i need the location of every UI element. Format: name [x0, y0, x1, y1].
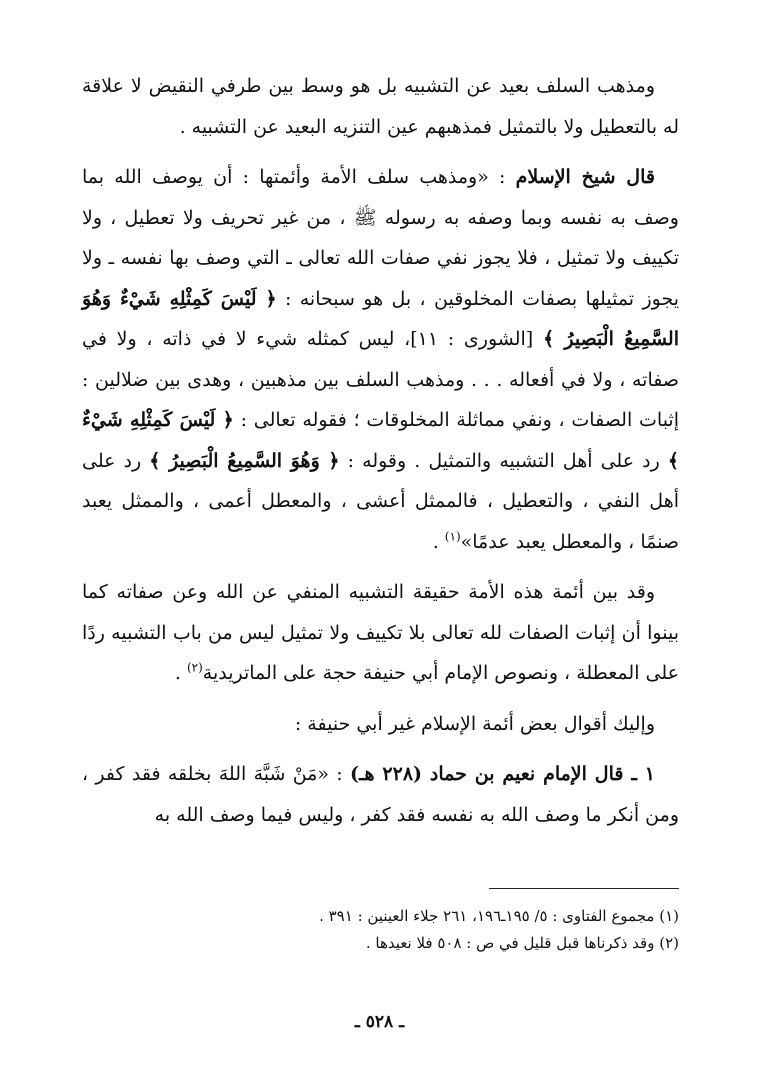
page-number: ـ ٥٢٨ ـ	[354, 1012, 405, 1032]
sentence-end: .	[174, 662, 187, 684]
quran-verse: ﴿ وَهُوَ السَّمِيعُ الْبَصِيرُ ﴾	[149, 449, 340, 472]
paragraph-text: وإليك أقوال بعض أئمة الإسلام غير أبي حنيفة :	[294, 712, 655, 735]
main-text	[82, 66, 679, 835]
footnote-2: (٢) وقد ذكرناها قبل قليل في ص : ٥٠٨ فلا نعيدها .	[365, 934, 679, 952]
quran-verse: ﴿ لَيْسَ كَمِثْلِهِ شَيْءٌ ﴾	[82, 409, 680, 472]
footnote-ref: (١)	[444, 529, 461, 544]
speaker-label: قال شيخ الإسلام	[515, 166, 655, 188]
quote-text: [الشورى : ١١]، ليس كمثله شيء لا في ذاته ، ولا في صفاته ، ولا في أفعاله . . . ومذهب السلف بين مذهبين ، وهدى بين ضلالين : إثبات الصفات ، ونفي مماثلة المخلوقات ؛ فقوله تعالى :	[82, 328, 679, 431]
sentence-end: .	[432, 530, 445, 553]
paragraph-text: ومذهب السلف بعيد عن التشبيه بل هو وسط بين طرفي النقيض لا علاقة له بالتعطيل ولا بالتمثيل فمذهبهم عين التنزيه البعيد عن التشبيه .	[82, 75, 679, 138]
footnote-1: (١) مجموع الفتاوى : ٥/ ١٩٥ـ١٩٦، ٢٦١ جلاء العينين : ٣٩١ .	[319, 907, 679, 925]
paragraph-ibn-taymiyya-quote	[82, 157, 679, 562]
paragraph-text: وقد بين أئمة هذه الأمة حقيقة التشبيه المنفي عن الله وعن صفاته كما بينوا أن إثبات الصفات لله تعالى بلا تكييف ولا تمثيل ليس من باب التشبيه ردًا على المعطلة ، ونصوص الإمام أبي حنيفة حجة على الماتريدية	[82, 581, 679, 684]
paragraph-imams-clarification	[82, 572, 679, 694]
quran-verse: ﴿ لَيْسَ كَمِثْلِهِ شَيْءٌ وَهُوَ السَّمِيعُ الْبَصِيرُ ﴾	[82, 287, 679, 350]
paragraph-salaf-doctrine	[82, 66, 679, 147]
speaker-label: ١ ـ قال الإمام نعيم بن حماد (٢٢٨ هـ)	[349, 763, 655, 785]
footnotes	[82, 903, 679, 957]
quote-text: : «ومذهب سلف الأمة وأئمتها : أن يوصف الله بما وصف به نفسه وبما وصفه به رسوله ﷺ ، من غير تحريف ولا تعطيل ، ولا تكييف ولا تمثيل ، فلا يجوز نفي صفات الله تعالى ـ التي وصف بها نفسه ـ ولا يجوز تمثيلها بصفات المخلوقين ، بل هو سبحانه :	[82, 166, 680, 310]
footnote-divider	[489, 888, 679, 889]
quote-text: رد على أهل التشبيه والتمثيل . وقوله :	[347, 449, 660, 472]
paragraph-intro-sayings	[82, 704, 679, 745]
quote-text: : «مَنْ شَبَّهَ اللهَ بخلقه فقد كفر ، ومن أنكر ما وصف الله به نفسه فقد كفر ، وليس فيما وصف الله به	[82, 763, 679, 826]
paragraph-nuaym-quote	[82, 754, 679, 835]
footnote-ref: (٢)	[186, 660, 203, 675]
quote-text: رد على أهل النفي ، والتعطيل ، فالممثل أعشى ، والمعطل أعمى ، والممثل يعبد صنمًا ، والمعطل يعبد عدمًا»	[82, 449, 679, 553]
